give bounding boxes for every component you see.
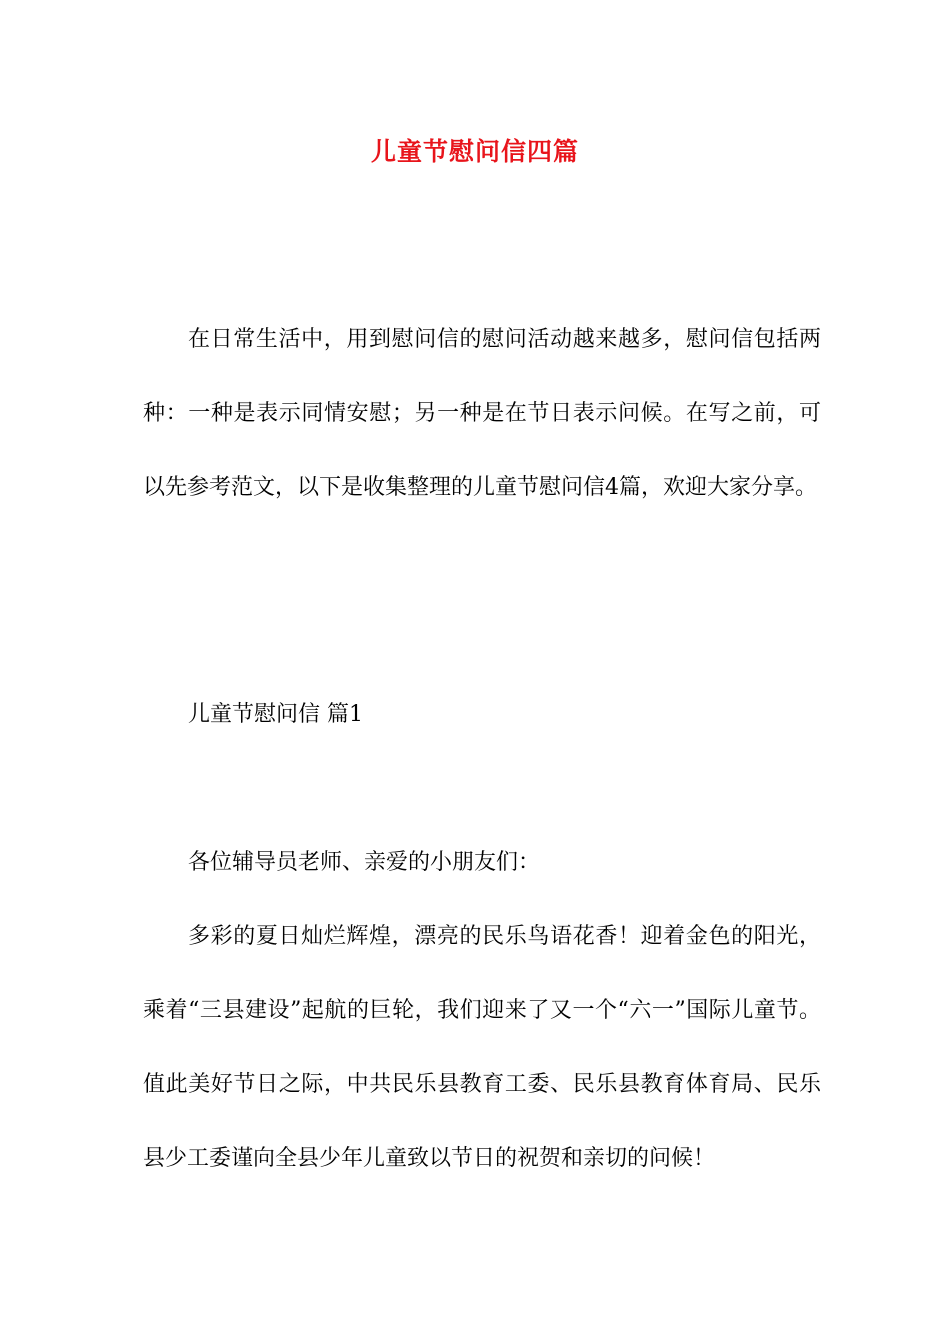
document-title: 儿童节慰问信四篇	[370, 137, 579, 166]
intro-paragraph: 在日常生活中，用到慰问信的慰问活动越来越多，慰问信包括两种：一种是表示同情安慰；另一种是在节日表示问候。在写之前，可以先参考范文，以下是收集整理的儿童节慰问信4篇，欢迎大家分享。	[143, 327, 821, 500]
letter-salutation: 各位辅导员老师、亲爱的小朋友们：	[188, 850, 541, 875]
letter-body-paragraph: 多彩的夏日灿烂辉煌，漂亮的民乐鸟语花香！迎着金色的阳光，乘着“三县建设”起航的巨轮，我们迎来了又一个“六一”国际儿童节。值此美好节日之际，中共民乐县教育工委、民乐县教育体育局、民乐县少工委谨向全县少年儿童致以节日的祝贺和亲切的问候！	[143, 924, 821, 1171]
section-heading: 儿童节慰问信 篇1	[188, 702, 363, 727]
